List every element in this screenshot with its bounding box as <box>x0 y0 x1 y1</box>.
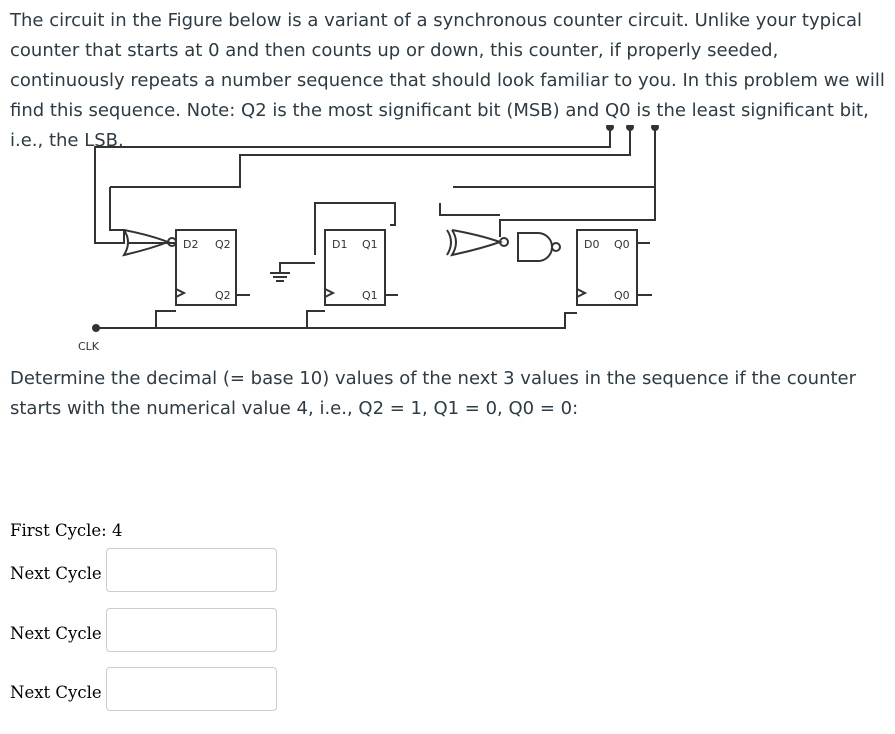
next-cycle-input-1[interactable] <box>106 548 277 592</box>
q0-label: Q0 <box>614 238 630 251</box>
q2-label: Q2 <box>215 238 231 251</box>
next-cycle-label-2: Next Cycle <box>10 624 102 643</box>
next-cycle-label-3: Next Cycle <box>10 683 102 702</box>
problem-intro: The circuit in the Figure below is a variant of a synchronous counter circuit. Unlike your typical counter that starts at 0 and then counts up or down, this counter, if properly seeded, continuously repeats a number sequence that should look familiar to you. In this problem we will find this sequence. Note: Q2 is the most significant bit (MSB) and Q0 is the least significant bit, i.e., the LSB. <box>10 10 885 151</box>
next-cycle-input-3[interactable] <box>106 667 277 711</box>
d0-label: D0 <box>584 238 600 251</box>
q1-label: Q1 <box>362 238 378 251</box>
q2bar-label: Q2 <box>215 289 231 302</box>
d1-label: D1 <box>332 238 348 251</box>
q1bar-label: Q1 <box>362 289 378 302</box>
first-cycle-label: First Cycle: 4 <box>10 521 123 540</box>
q0bar-label: Q0 <box>614 289 630 302</box>
clk-label: CLK <box>78 340 100 353</box>
next-cycle-input-2[interactable] <box>106 608 277 652</box>
next-cycle-label-1: Next Cycle <box>10 564 102 583</box>
counter-circuit-diagram <box>60 125 700 365</box>
question-text: Determine the decimal (= base 10) values of the next 3 values in the sequence if the counter starts with the numerical value 4, i.e., Q2 = 1, Q1 = 0, Q0 = 0: <box>10 368 857 419</box>
d2-label: D2 <box>183 238 199 251</box>
